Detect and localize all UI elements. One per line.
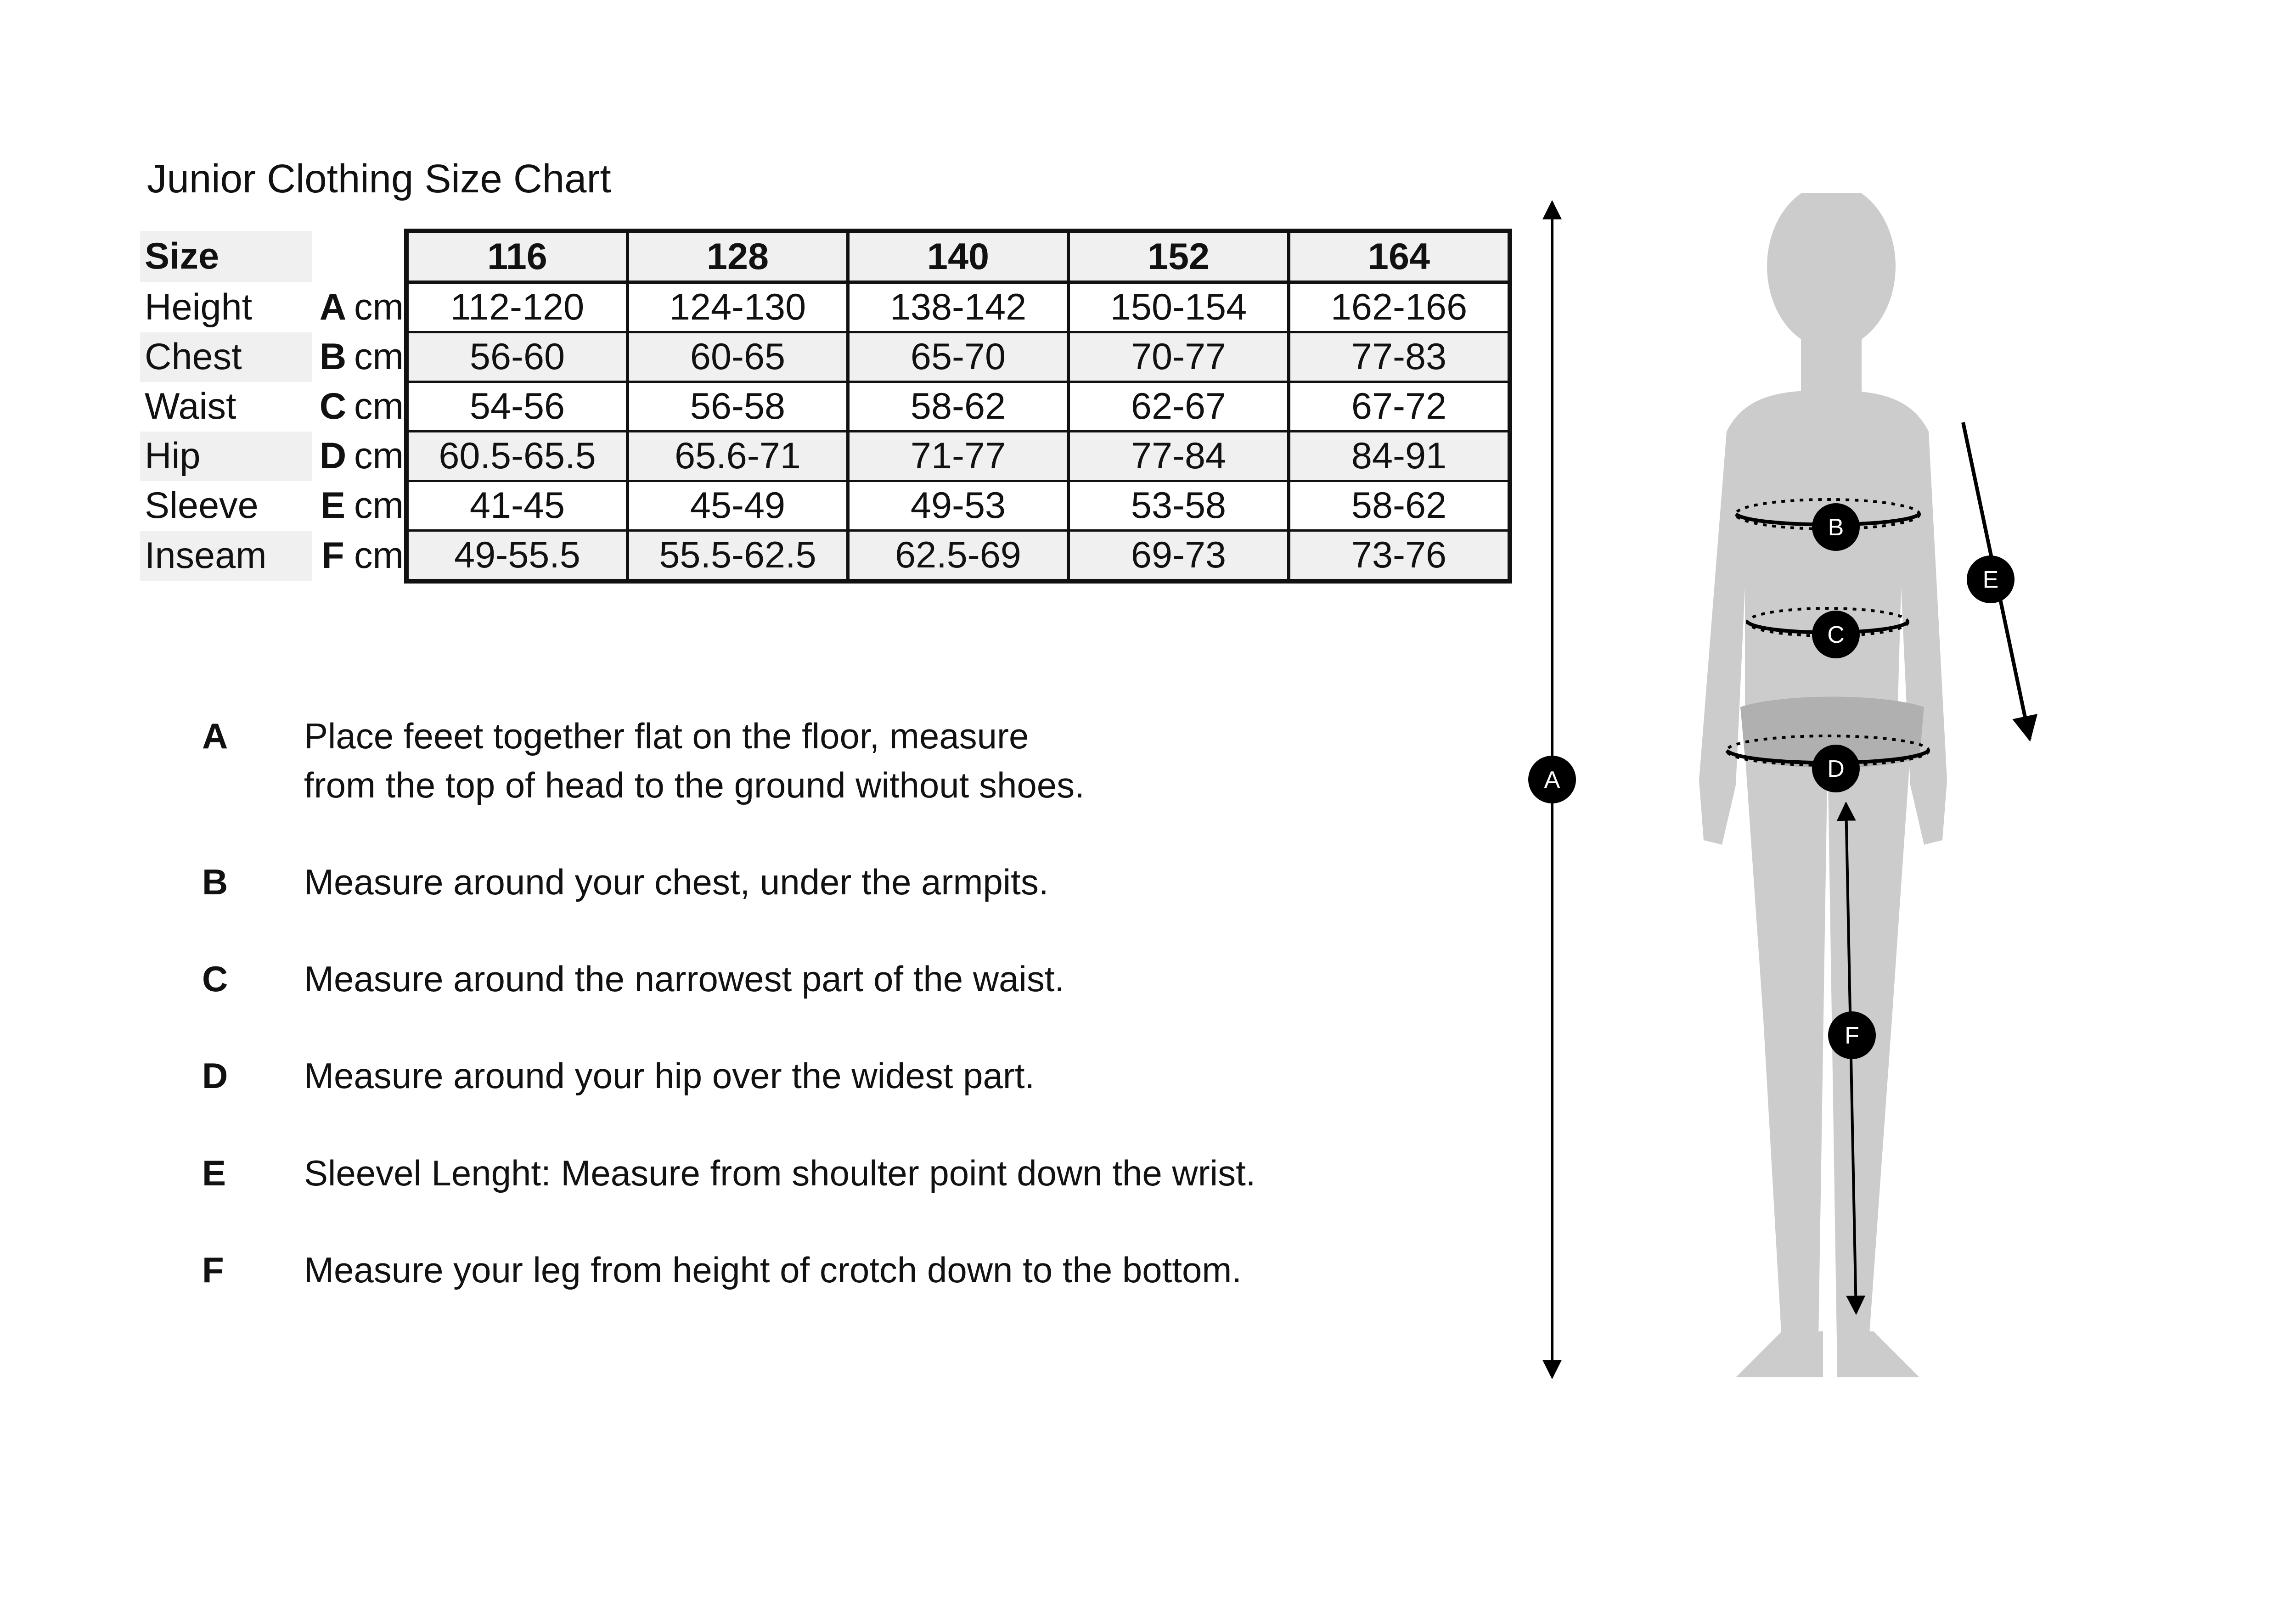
table-cell: 71-77 bbox=[848, 432, 1069, 481]
table-cell: 69-73 bbox=[1069, 531, 1289, 582]
table-cell: 112-120 bbox=[406, 282, 628, 332]
table-cell: 70-77 bbox=[1069, 332, 1289, 382]
size-header: 152 bbox=[1069, 231, 1289, 282]
row-unit: cm bbox=[354, 286, 404, 328]
row-label: Sleeve bbox=[145, 485, 259, 526]
table-cell: 53-58 bbox=[1069, 481, 1289, 531]
row-label: Waist bbox=[145, 386, 236, 427]
table-row-height bbox=[140, 282, 1510, 332]
table-cell: 58-62 bbox=[848, 382, 1069, 432]
table-cell: 55.5-62.5 bbox=[628, 531, 848, 582]
table-cell: 56-58 bbox=[628, 382, 848, 432]
instruction-letter: D bbox=[202, 1055, 228, 1096]
table-cell: 56-60 bbox=[406, 332, 628, 382]
table-cell: 49-55.5 bbox=[406, 531, 628, 582]
table-cell: 58-62 bbox=[1289, 481, 1510, 531]
table-cell: 60-65 bbox=[628, 332, 848, 382]
row-unit: cm bbox=[354, 485, 404, 526]
table-cell: 65-70 bbox=[848, 332, 1069, 382]
size-header-row bbox=[140, 231, 1510, 282]
marker-a bbox=[1528, 756, 1576, 803]
row-label: Inseam bbox=[140, 531, 312, 582]
row-letter: C bbox=[319, 386, 347, 427]
row-letter: D bbox=[319, 435, 347, 477]
svg-text:B: B bbox=[1828, 514, 1844, 541]
instruction-text: Measure your leg from height of crotch down to the bottom. bbox=[304, 1250, 1242, 1290]
table-cell: 77-84 bbox=[1069, 432, 1289, 481]
marker-f bbox=[1828, 1011, 1876, 1059]
svg-text:F: F bbox=[1845, 1022, 1859, 1049]
table-row-hip bbox=[140, 432, 1510, 481]
row-label: Hip bbox=[140, 432, 312, 481]
instruction-letter: A bbox=[202, 716, 228, 756]
row-letter: A bbox=[319, 286, 347, 328]
row-letter: E bbox=[320, 485, 346, 526]
marker-d bbox=[1812, 745, 1860, 792]
marker-c bbox=[1812, 611, 1860, 658]
table-cell: 162-166 bbox=[1289, 282, 1510, 332]
svg-text:E: E bbox=[1982, 567, 1999, 593]
svg-text:A: A bbox=[1544, 767, 1560, 793]
table-row-sleeve bbox=[140, 481, 1510, 531]
row-letter: B bbox=[319, 336, 347, 377]
size-header-label: Size bbox=[140, 231, 312, 282]
table-cell: 77-83 bbox=[1289, 332, 1510, 382]
body-measurement-figure bbox=[1506, 193, 2085, 1414]
size-table bbox=[140, 229, 1512, 584]
table-cell: 150-154 bbox=[1069, 282, 1289, 332]
svg-text:D: D bbox=[1827, 756, 1845, 782]
instruction-text: Measure around your hip over the widest part. bbox=[304, 1055, 1035, 1096]
instruction-letter: E bbox=[202, 1153, 226, 1193]
table-cell: 138-142 bbox=[848, 282, 1069, 332]
table-cell: 124-130 bbox=[628, 282, 848, 332]
marker-b bbox=[1812, 503, 1860, 551]
size-header: 128 bbox=[628, 231, 848, 282]
table-cell: 73-76 bbox=[1289, 531, 1510, 582]
row-unit: cm bbox=[354, 535, 404, 577]
table-cell: 41-45 bbox=[406, 481, 628, 531]
table-row-waist bbox=[140, 382, 1510, 432]
size-header: 140 bbox=[848, 231, 1069, 282]
size-header: 116 bbox=[406, 231, 628, 282]
table-cell: 49-53 bbox=[848, 481, 1069, 531]
size-header: 164 bbox=[1289, 231, 1510, 282]
marker-e bbox=[1967, 556, 2015, 603]
svg-text:C: C bbox=[1827, 622, 1845, 648]
row-unit: cm bbox=[354, 435, 404, 477]
row-letter: F bbox=[321, 535, 344, 577]
instruction-text: Place feeet together flat on the floor, measure bbox=[304, 716, 1029, 756]
instruction-letter: F bbox=[202, 1250, 224, 1290]
table-cell: 84-91 bbox=[1289, 432, 1510, 481]
table-cell: 62.5-69 bbox=[848, 531, 1069, 582]
table-cell: 54-56 bbox=[406, 382, 628, 432]
instruction-letter: B bbox=[202, 862, 228, 902]
instruction-letter: C bbox=[202, 959, 228, 999]
instruction-text: from the top of head to the ground without shoes. bbox=[304, 765, 1085, 805]
row-label: Height bbox=[145, 286, 253, 328]
instruction-text: Measure around your chest, under the armpits. bbox=[304, 862, 1049, 902]
row-label: Chest bbox=[140, 332, 312, 382]
instruction-text: Sleevel Lenght: Measure from shoulter point down the wrist. bbox=[304, 1153, 1256, 1193]
table-row-chest bbox=[140, 332, 1510, 382]
row-unit: cm bbox=[354, 336, 404, 377]
table-cell: 62-67 bbox=[1069, 382, 1289, 432]
table-cell: 45-49 bbox=[628, 481, 848, 531]
page-title: Junior Clothing Size Chart bbox=[147, 157, 611, 201]
table-cell: 65.6-71 bbox=[628, 432, 848, 481]
table-cell: 60.5-65.5 bbox=[406, 432, 628, 481]
instruction-text: Measure around the narrowest part of the waist. bbox=[304, 959, 1065, 999]
table-cell: 67-72 bbox=[1289, 382, 1510, 432]
row-unit: cm bbox=[354, 386, 404, 427]
table-row-inseam bbox=[140, 531, 1510, 582]
